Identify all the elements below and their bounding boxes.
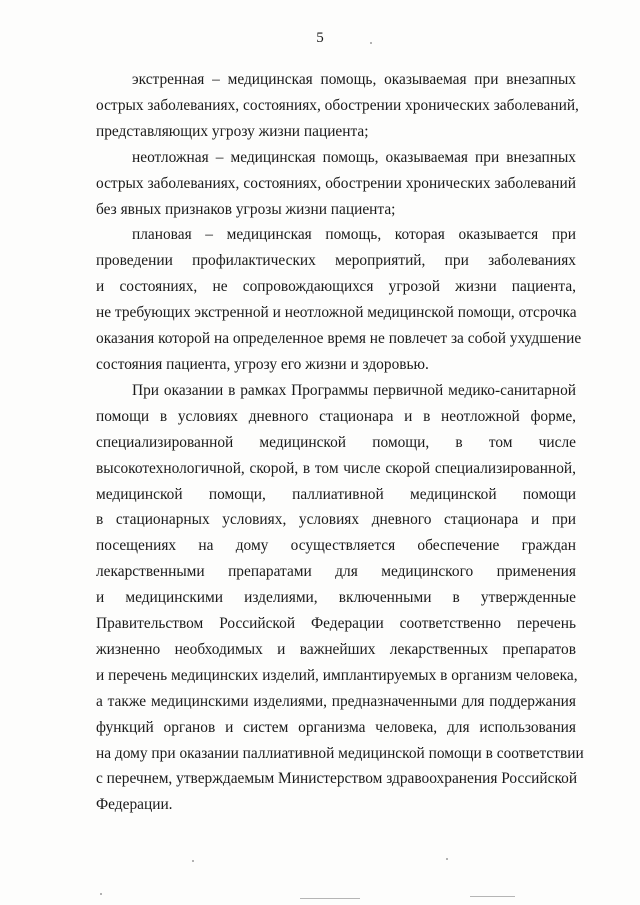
text-line: плановая – медицинская помощь, которая оказывается при bbox=[132, 226, 576, 244]
text-line: острых заболеваниях, состояниях, обострении хронических заболеваний, bbox=[96, 96, 579, 114]
page-number: 5 bbox=[316, 30, 324, 46]
text-line: экстренная – медицинская помощь, оказываемая при внезапных bbox=[132, 71, 576, 88]
text-line: и медицинскими изделиями, включенными в утвержденные bbox=[96, 589, 576, 607]
text-line: жизненно необходимых и важнейших лекарственных препаратов bbox=[96, 640, 576, 658]
text-line: и состояниях, не сопровождающихся угрозой жизни пациента, bbox=[96, 278, 576, 296]
text-line: острых заболеваниях, состояниях, обострении хронических заболеваний bbox=[96, 174, 576, 192]
text-line: специализированной медицинской помощи, в том числе bbox=[96, 433, 576, 451]
text-line: Федерации. bbox=[96, 796, 173, 814]
text-line: медицинской помощи, паллиативной медицинской помощи bbox=[96, 485, 576, 503]
paragraph-provision bbox=[96, 378, 584, 818]
text-line: При оказании в рамках Программы первичной медико-санитарной bbox=[132, 381, 576, 399]
text-line: неотложная – медицинская помощь, оказываемая при внезапных bbox=[132, 148, 576, 166]
text-line: не требующих экстренной и неотложной медицинской помощи, отсрочка bbox=[96, 304, 577, 322]
text-line: а также медицинскими изделиями, предназначенными для поддержания bbox=[96, 692, 576, 710]
text-line: в стационарных условиях, условиях дневного стационара и при bbox=[96, 511, 576, 529]
document-body bbox=[96, 67, 584, 818]
text-line: функций органов и систем организма человека, для использования bbox=[96, 718, 576, 736]
text-line: на дому при оказании паллиативной медицинской помощи в соответствии bbox=[96, 744, 584, 762]
paragraph-urgent bbox=[96, 145, 576, 223]
text-line: лекарственными препаратами для медицинского применения bbox=[96, 563, 576, 581]
scan-streak bbox=[300, 898, 360, 899]
scan-speck bbox=[192, 860, 194, 862]
text-line: без явных признаков угрозы жизни пациента; bbox=[96, 200, 396, 218]
scan-speck bbox=[100, 893, 102, 895]
text-line: с перечнем, утверждаемым Министерством здравоохранения Российской bbox=[96, 770, 578, 788]
text-line: помощи в условиях дневного стационара и в неотложной форме, bbox=[96, 407, 576, 425]
paragraph-planned bbox=[96, 222, 582, 377]
scan-streak bbox=[470, 896, 515, 897]
scan-speck bbox=[370, 42, 372, 44]
text-line: состояния пациента, угрозу его жизни и здоровью. bbox=[96, 355, 429, 373]
text-line: оказания которой на определенное время не повлечет за собой ухудшение bbox=[96, 330, 582, 348]
scan-speck bbox=[446, 858, 448, 860]
text-line: Правительством Российской Федерации соответственно перечень bbox=[96, 615, 576, 633]
text-line: высокотехнологичной, скорой, в том числе скорой специализированной, bbox=[96, 459, 576, 477]
text-line: и перечень медицинских изделий, имплантируемых в организм человека, bbox=[96, 666, 578, 684]
paragraph-emergency bbox=[96, 67, 579, 145]
text-line: проведении профилактических мероприятий, при заболеваниях bbox=[96, 252, 576, 270]
text-line: представляющих угрозу жизни пациента; bbox=[96, 122, 369, 140]
text-line: посещениях на дому осуществляется обеспечение граждан bbox=[96, 537, 576, 555]
